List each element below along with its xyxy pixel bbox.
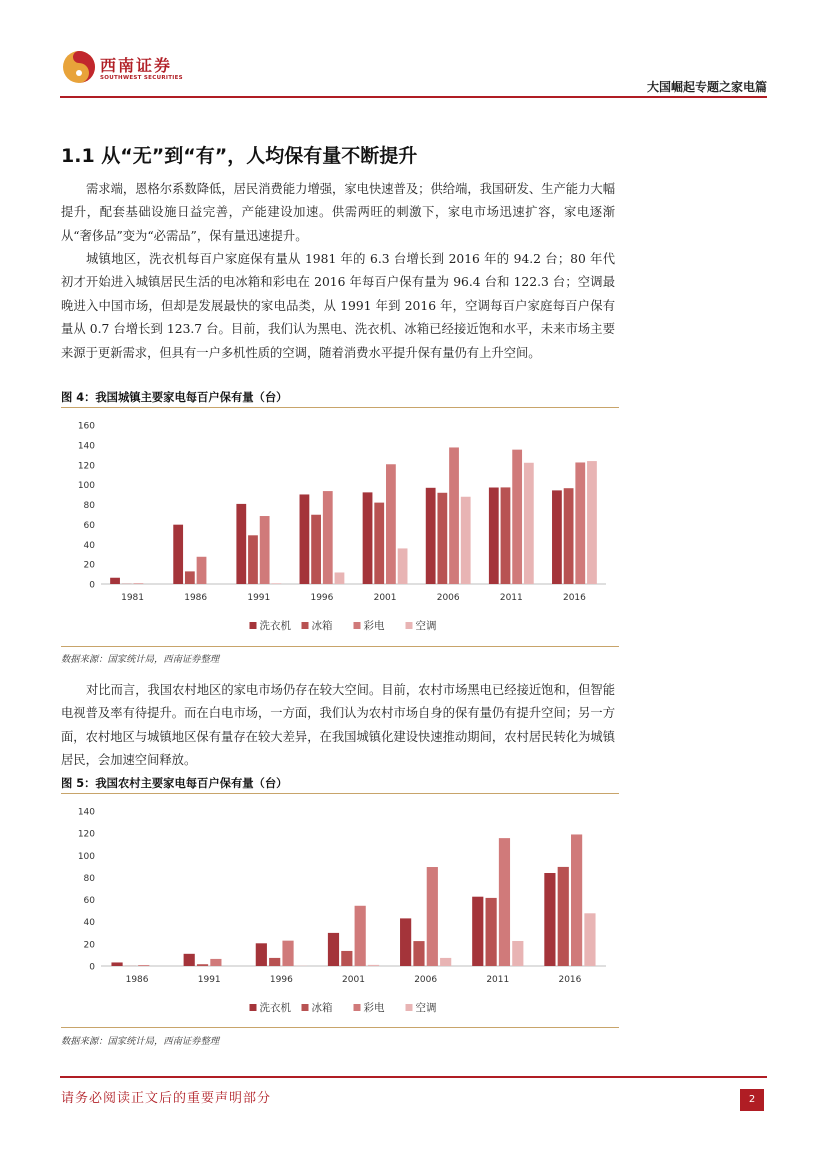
bar-洗衣机-2011	[489, 488, 499, 584]
bar-彩电-1986	[197, 557, 207, 584]
figure-4-title: 图 4：我国城镇主要家电每百户保有量（台）	[61, 391, 288, 404]
logo-text: 西南证券	[100, 56, 173, 75]
legend-swatch	[302, 1004, 309, 1011]
x-tick-label: 1991	[197, 975, 221, 985]
bar-洗衣机-2011	[472, 897, 483, 966]
figure-5-title: 图 5：我国农村主要家电每百户保有量（台）	[61, 777, 288, 790]
bar-冰箱-1996	[269, 958, 280, 966]
x-tick-label: 1996	[269, 975, 293, 985]
legend-swatch	[406, 622, 413, 629]
bar-洗衣机-1996	[256, 943, 267, 966]
y-tick-label: 100	[77, 851, 95, 862]
bar-冰箱-1986	[185, 571, 195, 584]
bar-空调-2006	[461, 497, 471, 584]
report-title: 大国崛起专题之家电篇	[646, 80, 767, 94]
bar-洗衣机-2001	[363, 492, 373, 584]
bar-彩电-1991	[210, 959, 221, 966]
figure-4-top-rule	[61, 407, 619, 408]
x-tick-label: 2016	[558, 975, 582, 985]
bar-洗衣机-1991	[236, 504, 246, 584]
bar-彩电-2016	[571, 834, 582, 966]
bar-冰箱-2011	[501, 487, 511, 584]
bar-洗衣机-1986	[173, 525, 183, 584]
x-tick-label: 2011	[499, 593, 523, 603]
bar-洗衣机-2016	[544, 873, 555, 966]
legend-label: 空调	[415, 1002, 437, 1014]
y-tick-label: 20	[83, 940, 95, 951]
legend-swatch	[354, 622, 361, 629]
y-tick-label: 40	[83, 540, 95, 551]
legend-swatch	[354, 1004, 361, 1011]
figure-4-chart	[61, 410, 621, 642]
bar-彩电-1986	[138, 965, 149, 966]
figure-5-bottom-rule	[61, 1027, 619, 1028]
y-tick-label: 0	[89, 580, 95, 591]
page-number: 2	[740, 1089, 764, 1111]
y-tick-label: 0	[89, 962, 95, 973]
x-tick-label: 1981	[121, 593, 145, 603]
y-tick-label: 100	[77, 481, 95, 492]
bar-冰箱-2011	[486, 898, 497, 966]
y-tick-label: 120	[77, 461, 95, 472]
bar-彩电-2006	[449, 447, 459, 584]
bar-洗衣机-1981	[110, 578, 120, 584]
bar-彩电-1981	[134, 583, 144, 584]
figure-4-source: 数据来源：国家统计局，西南证券整理	[61, 654, 220, 665]
bar-空调-1996	[335, 572, 345, 584]
bar-彩电-1996	[282, 941, 293, 966]
y-tick-label: 120	[77, 829, 95, 840]
bar-洗衣机-1986	[111, 962, 122, 966]
x-tick-label: 2006	[414, 975, 438, 985]
legend-swatch	[302, 622, 309, 629]
legend-swatch	[406, 1004, 413, 1011]
bar-冰箱-2001	[341, 951, 352, 966]
legend-label: 洗衣机	[259, 620, 291, 632]
company-logo-icon	[62, 50, 96, 84]
bar-彩电-2011	[499, 838, 510, 966]
section-title: 1.1 从“无”到“有”，人均保有量不断提升	[61, 145, 418, 167]
bar-空调-2011	[524, 463, 534, 584]
figure-4-bottom-rule	[61, 646, 619, 647]
y-tick-label: 140	[77, 441, 95, 452]
bar-空调-1991	[271, 583, 281, 584]
header-divider	[60, 96, 767, 98]
bar-冰箱-2016	[564, 488, 574, 584]
y-tick-label: 60	[83, 896, 95, 907]
bar-洗衣机-2006	[400, 918, 411, 966]
x-tick-label: 2001	[373, 593, 397, 603]
legend-label: 冰箱	[311, 620, 333, 632]
figure-5-top-rule	[61, 793, 619, 794]
bar-冰箱-2001	[374, 503, 384, 584]
legend-label: 彩电	[363, 620, 385, 632]
y-tick-label: 60	[83, 520, 95, 531]
footer-divider	[60, 1076, 767, 1078]
legend-label: 彩电	[363, 1002, 385, 1014]
bar-空调-2016	[587, 461, 597, 584]
bar-彩电-2006	[427, 867, 438, 966]
logo-subtext: SOUTHWEST SECURITIES	[100, 75, 183, 81]
bar-空调-2001	[398, 548, 408, 584]
x-tick-label: 1986	[125, 975, 149, 985]
bar-洗衣机-2016	[552, 490, 562, 584]
bar-洗衣机-2006	[426, 488, 436, 584]
y-tick-label: 80	[83, 501, 95, 511]
paragraph-3: 对比而言，我国农村地区的家电市场仍存在较大空间。目前，农村市场黑电已经接近饱和，但智能电视普及率有待提升。而在白电市场，一方面，我们认为农村市场自身的保有量仍有提升空间；另一方面，农村地区与城镇地区保有量存在较大差异，在我国城镇化建设快速推动期间，农村居民转化为城镇居民，会加速空间释放。	[61, 683, 615, 768]
bar-彩电-2001	[386, 464, 396, 584]
bar-洗衣机-1996	[300, 494, 310, 584]
legend-label: 冰箱	[311, 1002, 333, 1014]
bar-彩电-2016	[575, 462, 585, 584]
bar-冰箱-2006	[437, 493, 447, 584]
x-tick-label: 1991	[247, 593, 271, 603]
paragraph-2: 城镇地区，洗衣机每百户家庭保有量从 1981 年的 6.3 台增长到 2016 年的 94.2 台；80 年代初才开始进入城镇居民生活的电冰箱和彩电在 2016 年每百户保有量为 96.4 台和 122.3 台；空调最晚进入中国市场，但却是发展最快的家电品类，从 1991 年到 2016 年，空调每百户家庭每百户保有量从 0.7 台增长到 123.7 台。目前，我们认为黑电、洗衣机、冰箱已经接近饱和水平，未来市场主要来源于更新需求，但具有一户多机性质的空调，随着消费水平提升保有量仍有上升空间。	[61, 252, 615, 360]
bar-彩电-2001	[355, 906, 366, 966]
bar-空调-2016	[584, 913, 595, 966]
y-tick-label: 20	[83, 560, 95, 571]
footer-disclaimer: 请务必阅读正文后的重要声明部分	[61, 1091, 272, 1106]
x-tick-label: 2011	[486, 975, 510, 985]
x-tick-label: 2001	[342, 975, 365, 985]
bar-洗衣机-1991	[184, 954, 195, 966]
paragraph-1: 需求端，恩格尔系数降低，居民消费能力增强，家电快速普及；供给端，我国研发、生产能力大幅提升，配套基础设施日益完善，产能建设加速。供需两旺的刺激下，家电市场迅速扩容，家电逐渐从“奢侈品”变为“必需品”，保有量迅速提升。	[61, 182, 615, 243]
bar-彩电-2011	[512, 450, 522, 584]
y-tick-label: 140	[77, 807, 95, 818]
bar-冰箱-2006	[413, 941, 424, 966]
x-tick-label: 2016	[562, 593, 586, 603]
bar-彩电-1996	[323, 491, 333, 584]
bar-冰箱-1996	[311, 515, 321, 584]
bar-空调-2006	[440, 958, 451, 966]
bar-彩电-1991	[260, 516, 270, 584]
figure-5-source: 数据来源：国家统计局，西南证券整理	[61, 1036, 220, 1047]
legend-swatch	[250, 1004, 257, 1011]
y-tick-label: 80	[83, 873, 95, 884]
figure-5-chart	[61, 796, 621, 1024]
y-tick-label: 40	[83, 918, 95, 929]
legend-label: 洗衣机	[259, 1002, 291, 1014]
legend-label: 空调	[415, 620, 437, 632]
x-tick-label: 1996	[310, 593, 334, 603]
y-tick-label: 160	[77, 421, 95, 432]
x-tick-label: 2006	[436, 593, 460, 603]
bar-空调-2011	[512, 941, 523, 966]
legend-swatch	[250, 622, 257, 629]
bar-空调-2001	[368, 965, 379, 966]
x-tick-label: 1986	[184, 593, 208, 603]
bar-冰箱-1991	[248, 535, 258, 584]
bar-洗衣机-2001	[328, 933, 339, 966]
bar-冰箱-2016	[558, 867, 569, 966]
bar-冰箱-1991	[197, 964, 208, 966]
